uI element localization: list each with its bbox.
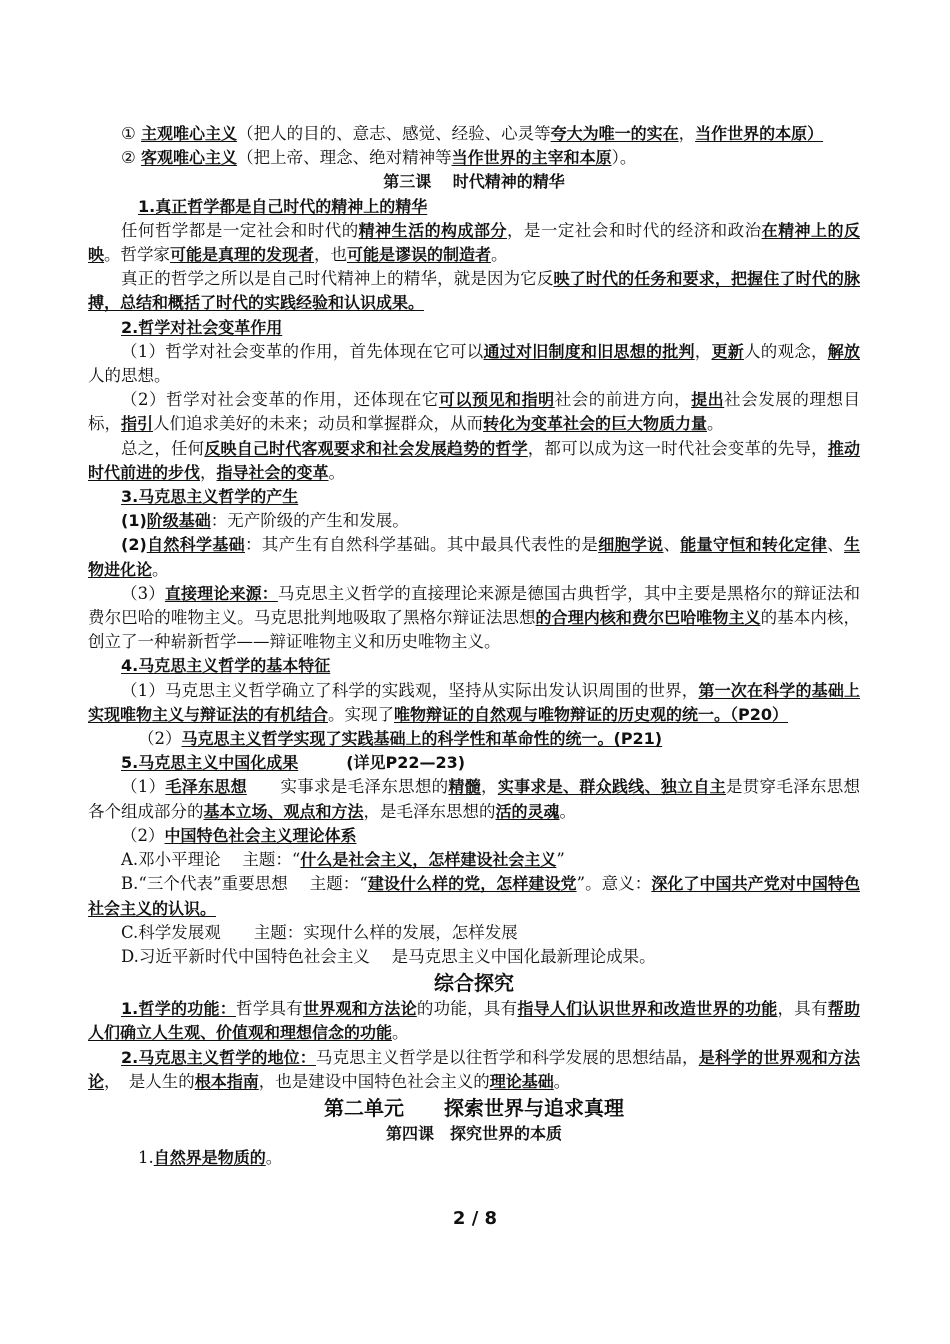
paragraph-philosophy-reflection: 任何哲学都是一定社会和时代的精神生活的构成部分，是一定社会和时代的经济和政治在精神上的反映。哲学家可能是真理的发现者，也可能是谬误的制造者。 [88, 220, 860, 265]
lesson-4-heading: 第四课 探究世界的本质 [385, 1123, 562, 1143]
paragraph-objective-idealism: ② 客观唯心主义（把上帝、理念、绝对精神等当作世界的主宰和本原）。 [121, 148, 637, 168]
paragraph-philosophy-function: 1.哲学的功能：哲学具有世界观和方法论的功能，具有指导人们认识世界和改造世界的功能，具有帮助人们确立人生观、价值观和理想信念的功能。 [88, 999, 861, 1043]
lesson-3-heading: 第三课 时代精神的精华 [383, 172, 565, 192]
page-number: 2 / 8 [452, 1208, 498, 1229]
paragraph-social-change-2: （2）哲学对社会变革的作用，还体现在它可以预见和指明社会的前进方向，提出社会发展的理想目标，指引人们追求美好的未来；动员和掌握群众，从而转化为变革社会的巨大物质力量。 [88, 390, 860, 434]
section-2-title: 2.哲学对社会变革作用 [121, 317, 283, 337]
paragraph-practice-view: （1）马克思主义哲学确立了科学的实践观，坚持从实际出发认识周围的世界，第一次在科学的基础上实现唯物主义与辩证法的有机结合。实现了唯物辩证的自然观与唯物辩证的历史观的统一。（P20） [88, 680, 860, 724]
comprehensive-exploration-heading: 综合探究 [434, 971, 514, 996]
paragraph-scientific-development: C.科学发展观 主题：实现什么样的发展，怎样发展 [121, 922, 518, 942]
paragraph-subjective-idealism: ① 主观唯心主义（把人的目的、意志、感觉、经验、心灵等夸大为唯一的实在，当作世界的本原） [121, 124, 824, 143]
paragraph-theory-source: （3）直接理论来源：马克思主义哲学的直接理论来源是德国古典哲学，其中主要是黑格尔的辩证法和费尔巴哈的唯物主义。马克思批判地吸取了黑格尔辩证法思想的合理内核和费尔巴哈唯物主义的基本内核，创立了一种崭新哲学——辩证唯物主义和历史唯物主义。 [88, 583, 860, 652]
paragraph-class-basis: (1)阶级基础：无产阶级的产生和发展。 [121, 511, 409, 531]
document-body [88, 122, 860, 1170]
paragraph-xi-thought: D.习近平新时代中国特色社会主义 是马克思主义中国化最新理论成果。 [121, 946, 656, 966]
section-3-title: 3.马克思主义哲学的产生 [121, 487, 299, 507]
paragraph-theory-system: （2）中国特色社会主义理论体系 [121, 825, 357, 845]
paragraph-unity: （2）马克思主义哲学实现了实践基础上的科学性和革命性的统一。(P21) [138, 729, 663, 749]
section-1-title: 1.真正哲学都是自己时代的精神上的精华 [138, 196, 428, 216]
paragraph-science-basis: (2)自然科学基础：其产生有自然科学基础。其中最具代表性的是细胞学说、能量守恒和转化定律、生物进化论。 [88, 535, 861, 579]
paragraph-deng-theory: A.邓小平理论 主题：“什么是社会主义，怎样建设社会主义” [121, 850, 565, 870]
section-5-title: 5.马克思主义中国化成果 (详见P22—23) [121, 753, 466, 773]
section-4-title: 4.马克思主义哲学的基本特征 [121, 656, 331, 676]
paragraph-marxism-status: 2.马克思主义哲学的地位：马克思主义哲学是以往哲学和科学发展的思想结晶，是科学的世界观和方法论， 是人生的根本指南，也是建设中国特色社会主义的理论基础。 [88, 1047, 860, 1091]
paragraph-three-represents: B.“三个代表”重要思想 主题：“建设什么样的党，怎样建设党”。意义：深化了中国共产党对中国特色社会主义的认识。 [88, 874, 860, 918]
unit-2-heading: 第二单元 探索世界与追求真理 [324, 1095, 624, 1120]
paragraph-social-change-1: （1）哲学对社会变革的作用，首先体现在它可以通过对旧制度和旧思想的批判，更新人的观念，解放人的思想。 [88, 341, 860, 386]
paragraph-nature-material: 1.自然界是物质的。 [138, 1148, 283, 1168]
paragraph-summary: 总之，任何反映自己时代客观要求和社会发展趋势的哲学，都可以成为这一时代社会变革的先导，推动时代前进的步伐，指导社会的变革。 [88, 438, 860, 482]
paragraph-true-philosophy: 真正的哲学之所以是自己时代精神上的精华，就是因为它反映了时代的任务和要求，把握住了时代的脉搏，总结和概括了时代的实践经验和认识成果。 [88, 269, 860, 313]
paragraph-mao-thought: （1）毛泽东思想 实事求是毛泽东思想的精髓，实事求是、群众践线、独立自主是贯穿毛泽东思想各个组成部分的基本立场、观点和方法，是毛泽东思想的活的灵魂。 [88, 777, 860, 821]
